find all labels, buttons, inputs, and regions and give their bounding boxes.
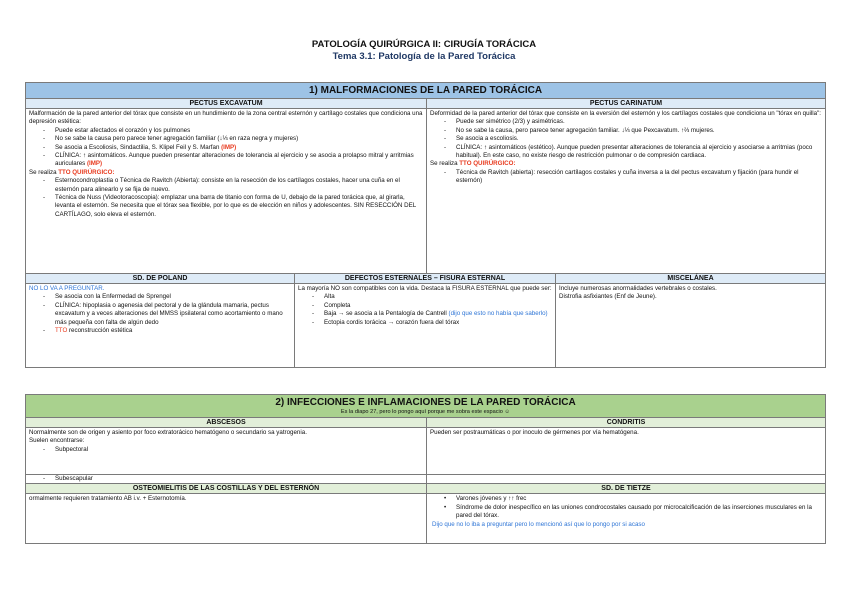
excavatum-intro: Malformación de la pared anterior del tórax que consiste en un hundimiento de la zona central esternón y cartílago costales que condiciona una depresión estética: bbox=[29, 110, 423, 126]
sd-tietze-header: SD. DE TIETZE bbox=[427, 484, 826, 494]
pectus-excavatum-header: PECTUS EXCAVATUM bbox=[26, 99, 427, 109]
baja-note: (dijo que esto no había que saberlo) bbox=[448, 310, 548, 318]
list-item: - Ectopia cordis torácica → corazón fuera del tórax bbox=[298, 319, 552, 327]
sd-tietze-cell bbox=[427, 494, 826, 544]
carinatum-intro: Deformidad de la pared anterior del tórax que consiste en la eversión del esternón y los cartílagos costales que condiciona un "tórax en quilla": bbox=[430, 110, 821, 117]
tietze-note: Dijo que no lo iba a preguntar pero lo mencionó así que lo pongo por si acaso bbox=[432, 520, 645, 528]
miscelanea-line: Incluye numerosas anormalidades vertebrales o costales. bbox=[559, 285, 717, 292]
tto-label: TTO QUIRÚRGICO: bbox=[459, 160, 516, 168]
tto-label: TTO QUIRÚRGICO: bbox=[58, 168, 115, 176]
section-1-heading: 1) MALFORMACIONES DE LA PARED TORÁCICA bbox=[26, 83, 826, 99]
defectos-intro: La mayoría NO son compatibles con la vida. Destaca la FISURA ESTERNAL que puede ser: bbox=[298, 285, 552, 292]
miscelanea-header: MISCELÁNEA bbox=[556, 274, 826, 284]
tto-line: Se realiza TTO QUIRÚRGICO: bbox=[430, 160, 516, 168]
list-item: - No se sabe la causa, pero parece tener agregación familiar. ↓⅓ que Pexcavatum. ↑⅔ mujeres. bbox=[430, 127, 822, 135]
list-item: - Puede ser simétrico (2/3) y asimétricas. bbox=[430, 118, 822, 126]
abscesos-cell bbox=[26, 428, 427, 475]
abscesos-sub: Suelen encontrarse: bbox=[29, 437, 85, 445]
document-title-block bbox=[0, 39, 848, 63]
list-item: - Baja → se asocia a la Pentalogía de Cantrell (dijo que esto no había que saberlo) bbox=[298, 310, 552, 318]
imp-tag: (IMP) bbox=[221, 143, 237, 151]
document-subtitle: Tema 3.1: Patología de la Pared Torácica bbox=[332, 51, 516, 62]
list-item: - Se asocia con la Enfermedad de Sprengel bbox=[29, 293, 291, 301]
section-2-heading: 2) INFECCIONES E INFLAMACIONES DE LA PARED TORÁCICA Es la diapo 27, pero lo pongo aquí porque me sobra este espacio ☺ bbox=[26, 395, 826, 418]
list-item: - Se asocia a escoliosis. bbox=[430, 135, 822, 143]
abscesos-last-item-cell bbox=[26, 475, 427, 484]
list-item: - Subpectoral bbox=[29, 446, 423, 454]
condritis-header: CONDRITIS bbox=[427, 418, 826, 428]
list-item: - Se asocia a Escoliosis, Sindactilia, S. Klipel Feil y S. Marfan (IMP) bbox=[29, 144, 423, 152]
list-item: - Técnica de Ravitch (abierta): resección cartílagos costales y cuña inversa a la del pectus excavatum y fijación (para hundir el esternón) bbox=[430, 169, 822, 186]
abscesos-intro: Normalmente son de origen y asiento por foco extratorácico hematógeno o secundario sa yatrogenia. bbox=[29, 429, 307, 436]
miscelanea-cell bbox=[556, 284, 826, 368]
condritis-cell: Pueden ser postraumáticas o por inoculo de gérmenes por vía hematógena. bbox=[427, 428, 826, 475]
list-item: - TTO reconstrucción estética bbox=[29, 327, 291, 335]
imp-tag: (IMP) bbox=[87, 160, 103, 168]
list-item: • Síndrome de dolor inespecífico en las uniones condrocostales causado por microcalcificación de las inserciones musculares en la pared del tórax. bbox=[430, 504, 822, 521]
list-item: - Esternocondroplastia o Técnica de Ravitch (Abierta): consiste en la resección de los cartílagos costales, hacer una cuña en el esternón para alinearlo y se fija de nuevo. bbox=[29, 177, 423, 194]
list-item: • Varones jóvenes y ↑↑ frec bbox=[430, 495, 822, 503]
poland-note: NO LO VA A PREGUNTAR. bbox=[29, 285, 105, 292]
osteomielitis-header: OSTEOMIELITIS DE LAS COSTILLAS Y DEL ESTERNÓN bbox=[26, 484, 427, 494]
list-item: - Subescapular bbox=[29, 475, 423, 483]
miscelanea-line: Distrofia asfixiantes (Enf de Jeune). bbox=[559, 293, 657, 301]
list-item: - Técnica de Nuss (Videotoracoscopia): emplazar una barra de titanio con forma de U, debajo de la pared torácica que, al girarla, levanta el esternón. Se necesita que el tórax sea flexible, por lo que es de elección en niños y adolescentes. SIN RESECCIÓN DEL CARTÍLAGO, solo eleva el esternón. bbox=[29, 194, 423, 219]
malformaciones-table bbox=[25, 82, 826, 368]
list-item: - Alta bbox=[298, 293, 552, 301]
list-item: - CLÍNICA: hipoplasia o agenesia del pectoral y de la glándula mamaria, pectus excavatum y a veces alteraciones del MMSS ipsilateral como acortamiento o mano más pequeña con falta de algún dedo bbox=[29, 302, 291, 327]
document-title: PATOLOGÍA QUIRÚRGICA II: CIRUGÍA TORÁCICA bbox=[311, 39, 537, 50]
osteomielitis-cell: ormalmente requieren tratamiento AB i.v. + Esternotomía. bbox=[26, 494, 427, 544]
infecciones-table bbox=[25, 394, 826, 544]
abscesos-header: ABSCESOS bbox=[26, 418, 427, 428]
defectos-esternales-cell bbox=[295, 284, 556, 368]
pectus-carinatum-cell bbox=[427, 109, 826, 274]
list-item: - Puede estar afectados el corazón y los pulmones bbox=[29, 127, 423, 135]
list-item: - CLÍNICA: ↑ asintomáticos (estético). Aunque pueden presentar alteraciones de tolerancia al ejercicio y asociarse a arritmias (poco habitual). En este caso, no existe riesgo de restricción pulmonar o de compresión cardiaca. bbox=[430, 144, 822, 161]
sd-poland-cell bbox=[26, 284, 295, 368]
pectus-carinatum-header: PECTUS CARINATUM bbox=[427, 99, 826, 109]
defectos-esternales-header: DEFECTOS ESTERNALES – FISURA ESTERNAL bbox=[295, 274, 556, 284]
sd-poland-header: SD. DE POLAND bbox=[26, 274, 295, 284]
section-2-subnote: Es la diapo 27, pero lo pongo aquí porque me sobra este espacio ☺ bbox=[340, 409, 511, 415]
pectus-excavatum-cell bbox=[26, 109, 427, 274]
tto-line: Se realiza TTO QUIRÚRGICO: bbox=[29, 168, 115, 176]
list-item: - No se sabe la causa pero parece tener agregación familiar (↓⅓ en raza negra y mujeres) bbox=[29, 135, 423, 143]
tto-label: TTO bbox=[55, 327, 68, 335]
condritis-spacer bbox=[427, 475, 826, 484]
list-item: - Completa bbox=[298, 302, 552, 310]
list-item: - CLÍNICA: ↑ asintomáticos. Aunque pueden presentar alteraciones de tolerancia al ejercicio y se asocia a prolapso mitral y arritmias auriculares (IMP) bbox=[29, 152, 423, 169]
